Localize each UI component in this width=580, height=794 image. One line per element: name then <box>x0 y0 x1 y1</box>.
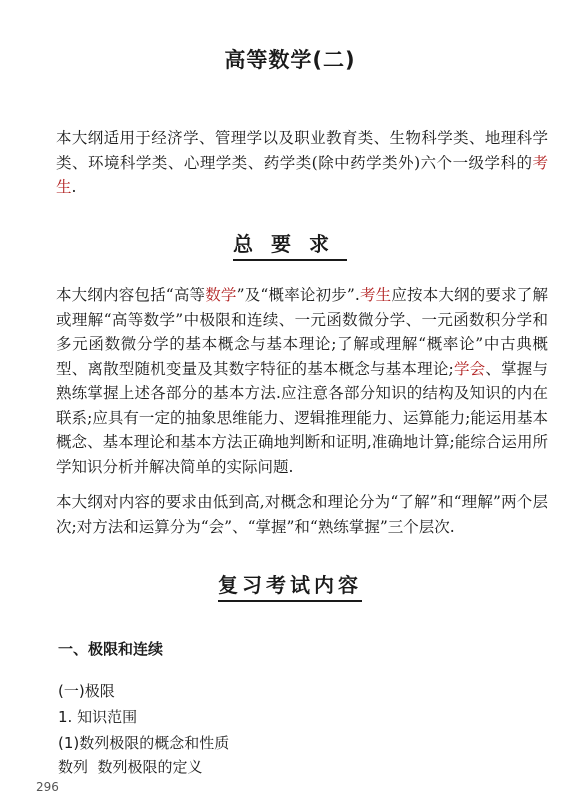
p1-highlight-examinee: 考生 <box>359 286 392 304</box>
page-number: 296 <box>36 780 59 794</box>
p1-text-g: 、掌握与熟练掌握上述各部分的基本方法.应注意各部分知识的结构及知识的内在联系;应具有一定的抽象思维能力、逻辑推理能力、运算能力;能运用基本概念、基本理论和基本方法正确地判断和证明,准确地计算;能综合运用所学知识分析并解决简单的实际问题. <box>56 359 548 476</box>
general-paragraph-2 <box>18 490 548 539</box>
review-heading-text: 复习考试内容 <box>218 569 362 602</box>
subsection-limits: (一)极限 <box>58 682 115 700</box>
p1-highlight-learn: 学会 <box>453 359 486 378</box>
intro-highlight: 考生 <box>56 153 548 196</box>
review-content-heading <box>0 569 580 602</box>
intro-end: . <box>71 178 77 196</box>
p1-text-c: ”及“概率论初步”. <box>236 286 360 304</box>
general-requirements-heading <box>0 228 580 261</box>
general-paragraph-1 <box>18 283 548 479</box>
p1-text-e: 应按本大纲的要求了解或理解“高等数学”中极限和连续、一元函数微分学、一元函数积分学和多元函数微分学的基本概念与基本理论;了解或理解“概率论”中古典概型、离散型随机变量及其数字特征的基本概念与基本理论; <box>56 286 548 378</box>
section-limits-continuity: 一、极限和连续 <box>58 640 164 658</box>
item-knowledge-scope: 1. 知识范围 <box>58 708 138 726</box>
intro-text: 本大纲适用于经济学、管理学以及职业教育类、生物科学类、地理科学类、环境科学类、心理学类、药学类(除中药学类外)六个一级学科的 <box>56 129 548 172</box>
p1-highlight-math: 数学 <box>205 286 237 304</box>
intro-paragraph <box>18 126 548 200</box>
p2-text: 本大纲对内容的要求由低到高,对概念和理论分为“了解”和“理解”两个层次;对方法和运算分为“会”、“掌握”和“熟练掌握”三个层次. <box>56 493 548 536</box>
page-title: 高等数学(二) <box>224 48 356 72</box>
item-sequence-definition: 数列 数列极限的定义 <box>58 758 203 776</box>
item-sequence-limit: (1)数列极限的概念和性质 <box>58 734 230 752</box>
p1-text-a: 本大纲内容包括“高等 <box>56 286 206 304</box>
general-heading-text: 总要求 <box>233 228 347 261</box>
